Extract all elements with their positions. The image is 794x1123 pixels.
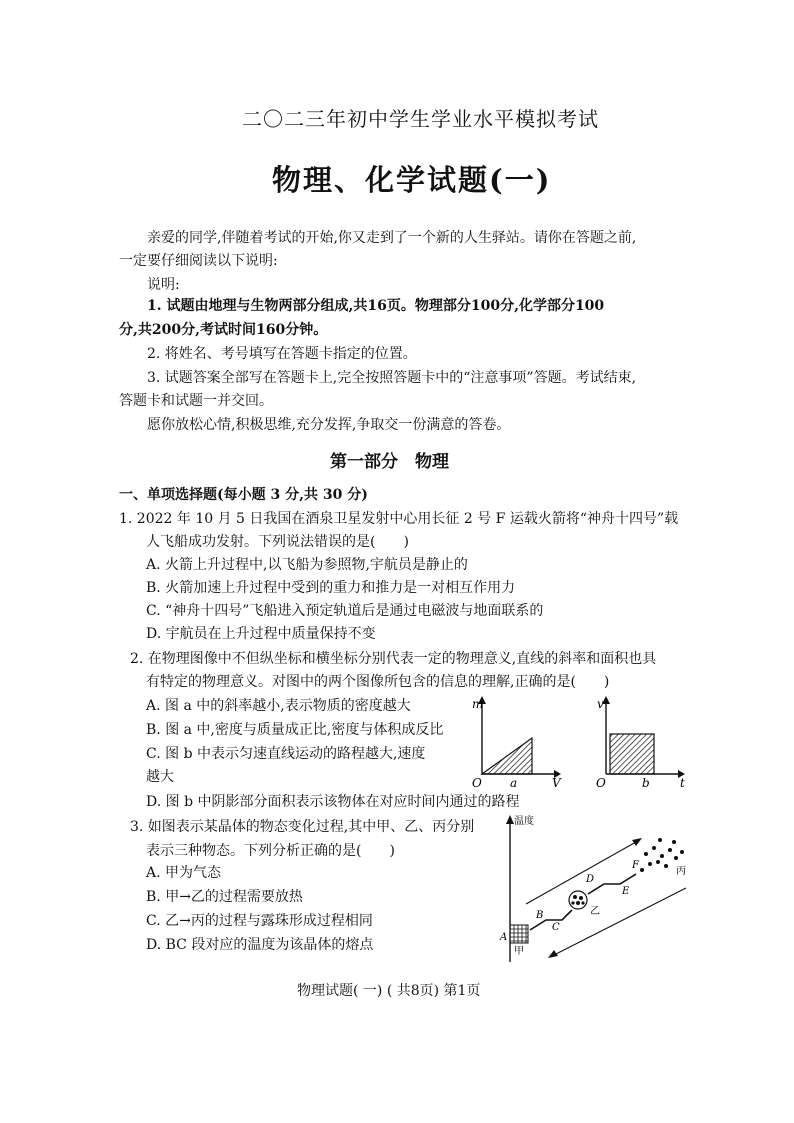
q2-stem-line1: 2. 在物理图像中不但纵坐标和横坐标分别代表一定的物理意义,直线的斜率和面积也具 <box>130 651 657 667</box>
q3-stem-line2: 表示三种物态。下列分析正确的是( ) <box>146 843 395 859</box>
point-a-label: A <box>500 932 508 943</box>
point-b-label: B <box>536 910 544 921</box>
graph-a-origin: O <box>472 776 482 788</box>
exam-title: 二〇二三年初中学生学业水平模拟考试 <box>242 107 599 131</box>
q2-option-b: B. 图 a 中,密度与质量成正比,密度与体积成反比 <box>146 722 444 738</box>
graph-b-origin: O <box>596 776 606 788</box>
point-f-label: F <box>632 860 639 871</box>
point-d-label: D <box>586 874 595 885</box>
q2-graphs <box>462 692 694 788</box>
intro-heading: 说明: <box>147 277 180 293</box>
q2-stem-line2: 有特定的物理意义。对图中的两个图像所包含的信息的理解,正确的是( ) <box>146 674 610 690</box>
q1-option-a: A. 火箭上升过程中,以飞船为参照物,宇航员是静止的 <box>146 557 468 573</box>
intro-greeting-line2: 一定要仔细阅读以下说明: <box>119 253 278 269</box>
q3-stem-line1: 3. 如图表示某晶体的物态变化过程,其中甲、乙、丙分别 <box>130 819 475 835</box>
q3-option-d: D. BC 段对应的温度为该晶体的熔点 <box>146 937 374 953</box>
state-bing-label: 丙 <box>676 866 686 877</box>
q1-option-c: C. “神舟十四号”飞船进入预定轨道后是通过电磁波与地面联系的 <box>146 603 544 619</box>
liquid-yi-cluster <box>569 891 587 909</box>
point-c-label: C <box>552 922 560 933</box>
state-yi-label: 乙 <box>590 906 600 917</box>
q1-stem-line1: 1. 2022 年 10 月 5 日我国在酒泉卫星发射中心用长征 2 号 F 运载火箭将“神舟十四号”载 <box>119 511 679 527</box>
solid-jia-lattice <box>510 925 528 943</box>
q2-option-c-line1: C. 图 b 中表示匀速直线运动的路程越大,速度 <box>146 746 426 762</box>
q2-option-d: D. 图 b 中阴影部分面积表示该物体在对应时间内通过的路程 <box>146 794 520 810</box>
point-e-label: E <box>622 886 630 897</box>
graph-a-shaded-region <box>482 738 532 774</box>
graph-a <box>472 696 562 788</box>
intro-item1-line1: 1. 试题由地理与生物两部分组成,共16页。物理部分100分,化学部分100 <box>147 298 605 314</box>
q3-state-change-diagram <box>496 812 700 968</box>
q2-option-c-line2: 越大 <box>146 769 174 785</box>
q2-option-a: A. 图 a 中的斜率越小,表示物质的密度越大 <box>146 698 411 714</box>
intro-item3-line1: 3. 试题答案全部写在答题卡上,完全按照答题卡中的“注意事项”答题。考试结束, <box>147 370 637 386</box>
q1-option-d: D. 宇航员在上升过程中质量保持不变 <box>146 626 376 642</box>
temperature-axis-label: 温度 <box>514 816 534 827</box>
graph-a-caption: a <box>510 776 518 788</box>
graph-b-shaded-region <box>610 734 654 774</box>
q1-option-b: B. 火箭加速上升过程中受到的重力和推力是一对相互作用力 <box>146 580 516 596</box>
q3-option-a: A. 甲为气态 <box>146 865 222 881</box>
graph-a-y-label: m <box>472 697 484 711</box>
graph-b <box>596 696 685 788</box>
graph-b-x-label: t <box>680 776 685 788</box>
part-title: 第一部分 物理 <box>330 452 449 472</box>
q3-option-c: C. 乙→丙的过程与露珠形成过程相同 <box>146 913 373 929</box>
intro-item2: 2. 将姓名、考号填写在答题卡指定的位置。 <box>147 346 417 362</box>
graph-b-caption: b <box>642 776 650 788</box>
intro-item3-line2: 答题卡和试题一并交回。 <box>119 393 273 409</box>
page-footer: 物理试题( 一) ( 共8页) 第1页 <box>297 983 481 999</box>
state-jia-label: 甲 <box>514 946 524 957</box>
section-title: 一、单项选择题(每小题 3 分,共 30 分) <box>119 487 368 503</box>
graph-a-x-label: V <box>552 776 561 788</box>
intro-item1-line2: 分,共200分,考试时间160分钟。 <box>119 322 328 338</box>
graph-b-y-label: v <box>597 697 604 711</box>
q3-option-b: B. 甲→乙的过程需要放热 <box>146 889 303 905</box>
intro-closing: 愿你放松心情,积极思维,充分发挥,争取交一份满意的答卷。 <box>147 417 511 433</box>
subject-title: 物理、化学试题(一) <box>272 163 552 197</box>
intro-greeting-line1: 亲爱的同学,伴随着考试的开始,你又走到了一个新的人生驿站。请你在答题之前, <box>147 230 637 246</box>
upper-guide-line <box>526 842 636 904</box>
q1-stem-line2: 人飞船成功发射。下列说法错误的是( ) <box>146 534 409 550</box>
